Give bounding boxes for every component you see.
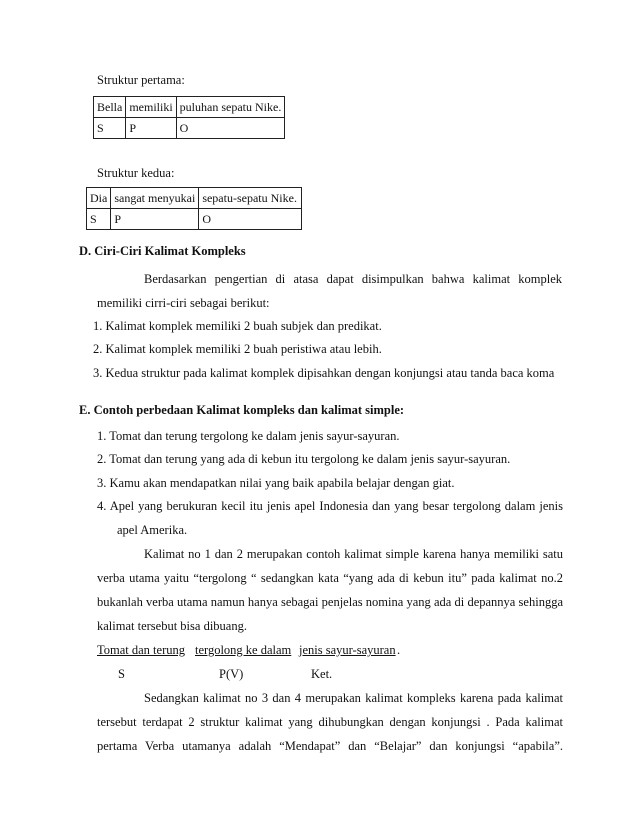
list-item: 4. Apel yang berukuran kecil itu jenis apel Indonesia dan yang besar tergolong dalam jenis <box>97 499 563 513</box>
analysis-label-p: P(V) <box>219 667 244 681</box>
cell-s-label: S <box>87 209 111 230</box>
paragraph-line: Sedangkan kalimat no 3 dan 4 merupakan kalimat kompleks karena pada kalimat <box>144 691 563 705</box>
section-e-heading: E. Contoh perbedaan Kalimat kompleks dan kalimat simple: <box>79 403 405 417</box>
cell-subject: Dia <box>87 188 111 209</box>
cell-object: puluhan sepatu Nike. <box>176 97 285 118</box>
section-d-intro-line1: Berdasarkan pengertian di atasa dapat disimpulkan bahwa kalimat komplek <box>144 272 562 286</box>
cell-o-label: O <box>199 209 302 230</box>
list-item: 2. Tomat dan terung yang ada di kebun itu tergolong ke dalam jenis sayur-sayuran. <box>97 452 511 466</box>
cell-subject: Bella <box>94 97 126 118</box>
cell-predicate: sangat menyukai <box>111 188 199 209</box>
paragraph-line: kalimat tersebut bisa dibuang. <box>97 619 247 633</box>
cell-s-label: S <box>94 118 126 139</box>
analysis-label-s: S <box>118 667 125 681</box>
analysis-adverb-phrase: jenis sayur-sayuran <box>299 643 396 657</box>
paragraph-line: Kalimat no 1 dan 2 merupakan contoh kalimat simple karena hanya memiliki satu <box>144 547 563 561</box>
list-item: 2. Kalimat komplek memiliki 2 buah peristiwa atau lebih. <box>93 342 382 356</box>
cell-p-label: P <box>126 118 176 139</box>
list-item-continuation: apel Amerika. <box>117 523 188 537</box>
section-d-intro-line2: memiliki cirri-ciri sebagai berikut: <box>97 296 270 310</box>
cell-o-label: O <box>176 118 285 139</box>
list-item: 1. Tomat dan terung tergolong ke dalam jenis sayur-sayuran. <box>97 429 400 443</box>
paragraph-line: bukanlah verba utama namun hanya sebagai penjelas nomina yang ada di depannya sehingga <box>97 595 563 609</box>
cell-predicate: memiliki <box>126 97 176 118</box>
cell-p-label: P <box>111 209 199 230</box>
cell-object: sepatu-sepatu Nike. <box>199 188 302 209</box>
struktur-pertama-table <box>93 96 285 139</box>
struktur-kedua-label: Struktur kedua: <box>97 166 175 180</box>
paragraph-line: verba utama yaitu “tergolong “ sedangkan kata “yang ada di kebun itu” pada kalimat no.2 <box>97 571 563 585</box>
analysis-label-ket: Ket. <box>311 667 333 681</box>
analysis-predicate-phrase: tergolong ke dalam <box>195 643 292 657</box>
analysis-subject-phrase: Tomat dan terung <box>97 643 185 657</box>
section-d-heading: D. Ciri-Ciri Kalimat Kompleks <box>79 244 246 258</box>
list-item: 1. Kalimat komplek memiliki 2 buah subjek dan predikat. <box>93 319 382 333</box>
struktur-pertama-label: Struktur pertama: <box>97 73 185 87</box>
analysis-period: . <box>397 643 401 657</box>
struktur-kedua-table <box>86 187 302 230</box>
paragraph-line: tersebut terdapat 2 struktur kalimat yang dihubungkan dengan konjungsi . Pada kalimat <box>97 715 563 729</box>
list-item: 3. Kedua struktur pada kalimat komplek dipisahkan dengan konjungsi atau tanda baca koma <box>93 366 555 380</box>
paragraph-line: pertama Verba utamanya adalah “Mendapat” dan “Belajar” dan konjungsi “apabila”. <box>97 739 563 753</box>
list-item: 3. Kamu akan mendapatkan nilai yang baik apabila belajar dengan giat. <box>97 476 455 490</box>
